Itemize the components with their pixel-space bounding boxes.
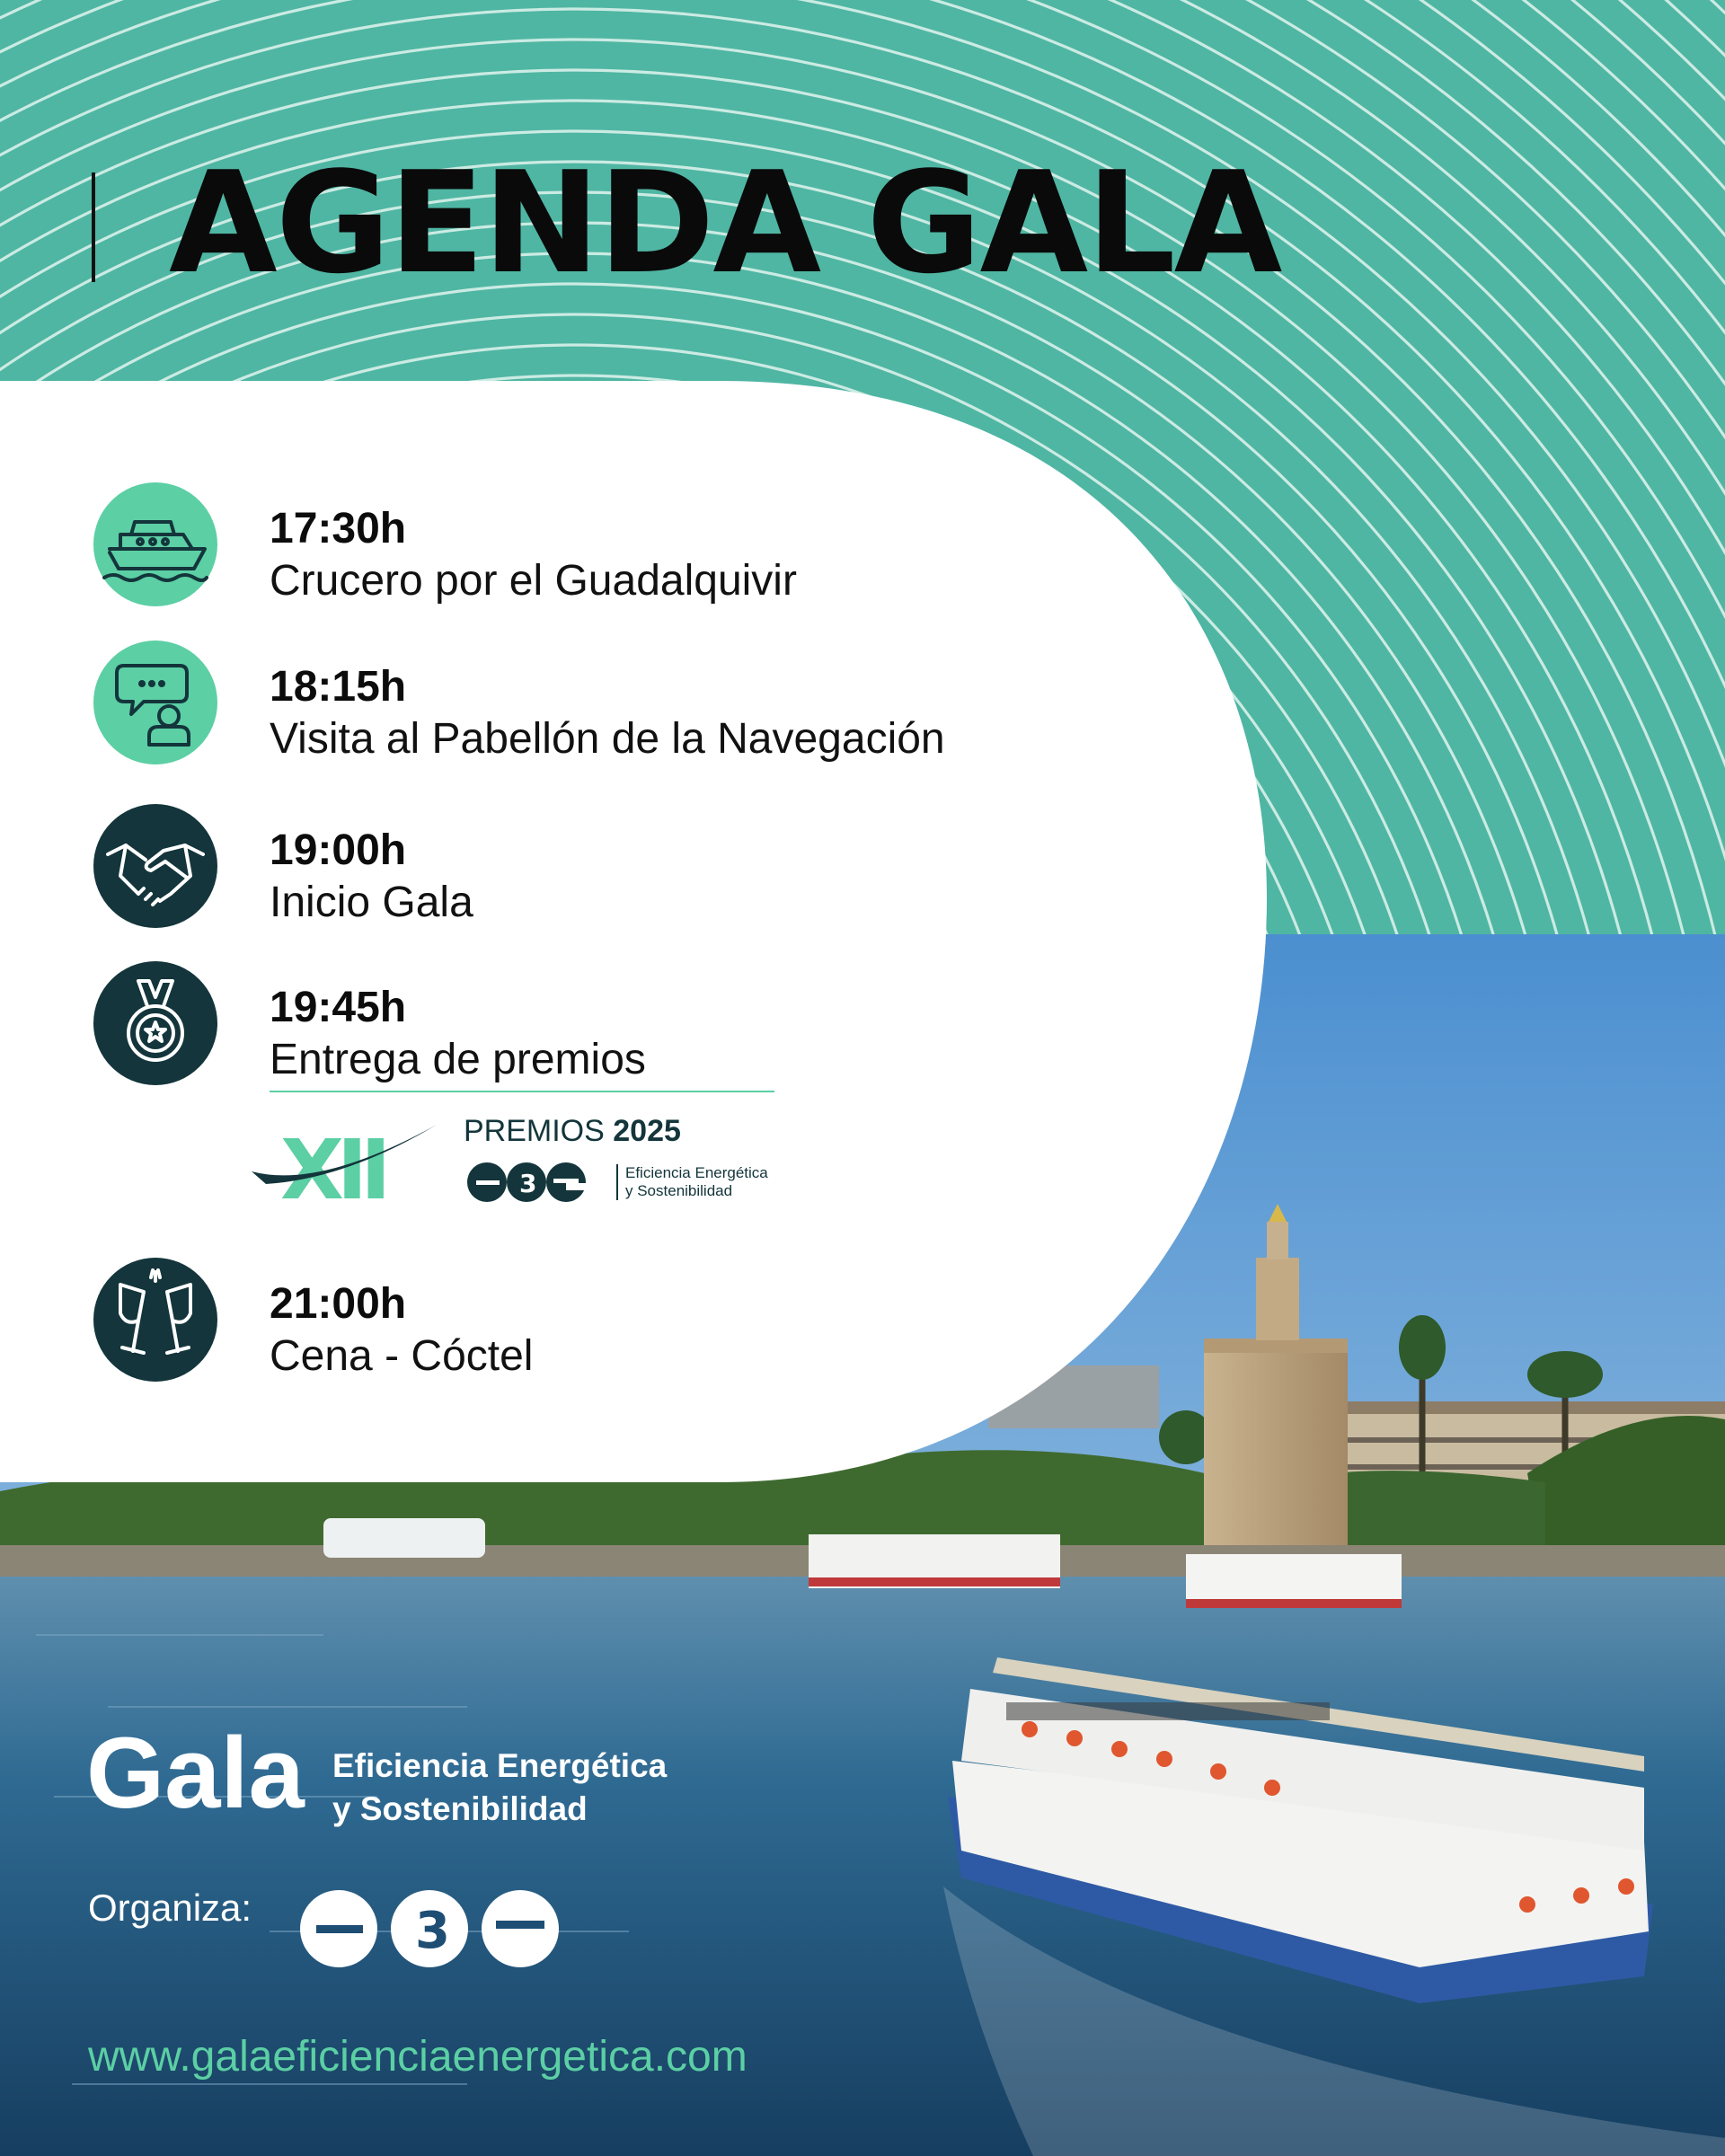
agenda-time: 17:30h — [270, 505, 407, 552]
award-subtitle-line: y Sostenibilidad — [625, 1182, 733, 1199]
agenda-time: 18:15h — [270, 663, 407, 711]
gala-subtitle-line: y Sostenibilidad — [332, 1790, 588, 1827]
agenda-label: Visita al Pabellón de la Navegación — [270, 715, 945, 763]
speaker-chat-icon — [93, 641, 217, 764]
award-title — [464, 1114, 681, 1149]
gala-wordmark: Gala — [86, 1717, 305, 1829]
organizer-logo — [296, 1886, 562, 1971]
award-premios-label: PREMIOS — [464, 1114, 605, 1148]
award-subtitle — [616, 1164, 768, 1200]
agenda-time: 21:00h — [270, 1280, 407, 1328]
boat-icon — [93, 482, 217, 606]
organiza-label: Organiza: — [88, 1886, 252, 1929]
agenda-time: 19:45h — [270, 984, 407, 1031]
award-logo-xii — [248, 1107, 446, 1206]
agenda-item — [93, 804, 1216, 930]
agenda-item — [93, 482, 1216, 608]
award-brand-logo — [465, 1159, 591, 1206]
svg-text:XII: XII — [280, 1122, 385, 1206]
award-subtitle-line: Eficiencia Energética — [625, 1164, 768, 1181]
website-link[interactable]: www.galaeficienciaenergetica.com — [88, 2033, 748, 2081]
agenda-item — [93, 1258, 1216, 1383]
toast-glasses-icon — [93, 1258, 217, 1382]
agenda-label: Crucero por el Guadalquivir — [270, 557, 797, 605]
page-title: AGENDA GALA — [169, 141, 1281, 305]
agenda-item — [93, 641, 1216, 766]
agenda-label: Entrega de premios — [270, 1036, 646, 1083]
award-divider — [270, 1091, 774, 1092]
title-accent-bar — [92, 172, 95, 282]
agenda-item — [93, 961, 1216, 1087]
gala-subtitle — [332, 1745, 667, 1831]
agenda-label: Cena - Cóctel — [270, 1332, 534, 1380]
agenda-label: Inicio Gala — [270, 879, 473, 926]
medal-icon — [93, 961, 217, 1085]
award-year: 2025 — [613, 1114, 681, 1148]
gala-subtitle-line: Eficiencia Energética — [332, 1747, 668, 1784]
svg-text:3: 3 — [415, 1902, 450, 1960]
agenda-time: 19:00h — [270, 826, 407, 874]
handshake-icon — [93, 804, 217, 928]
svg-text:3: 3 — [519, 1169, 537, 1198]
